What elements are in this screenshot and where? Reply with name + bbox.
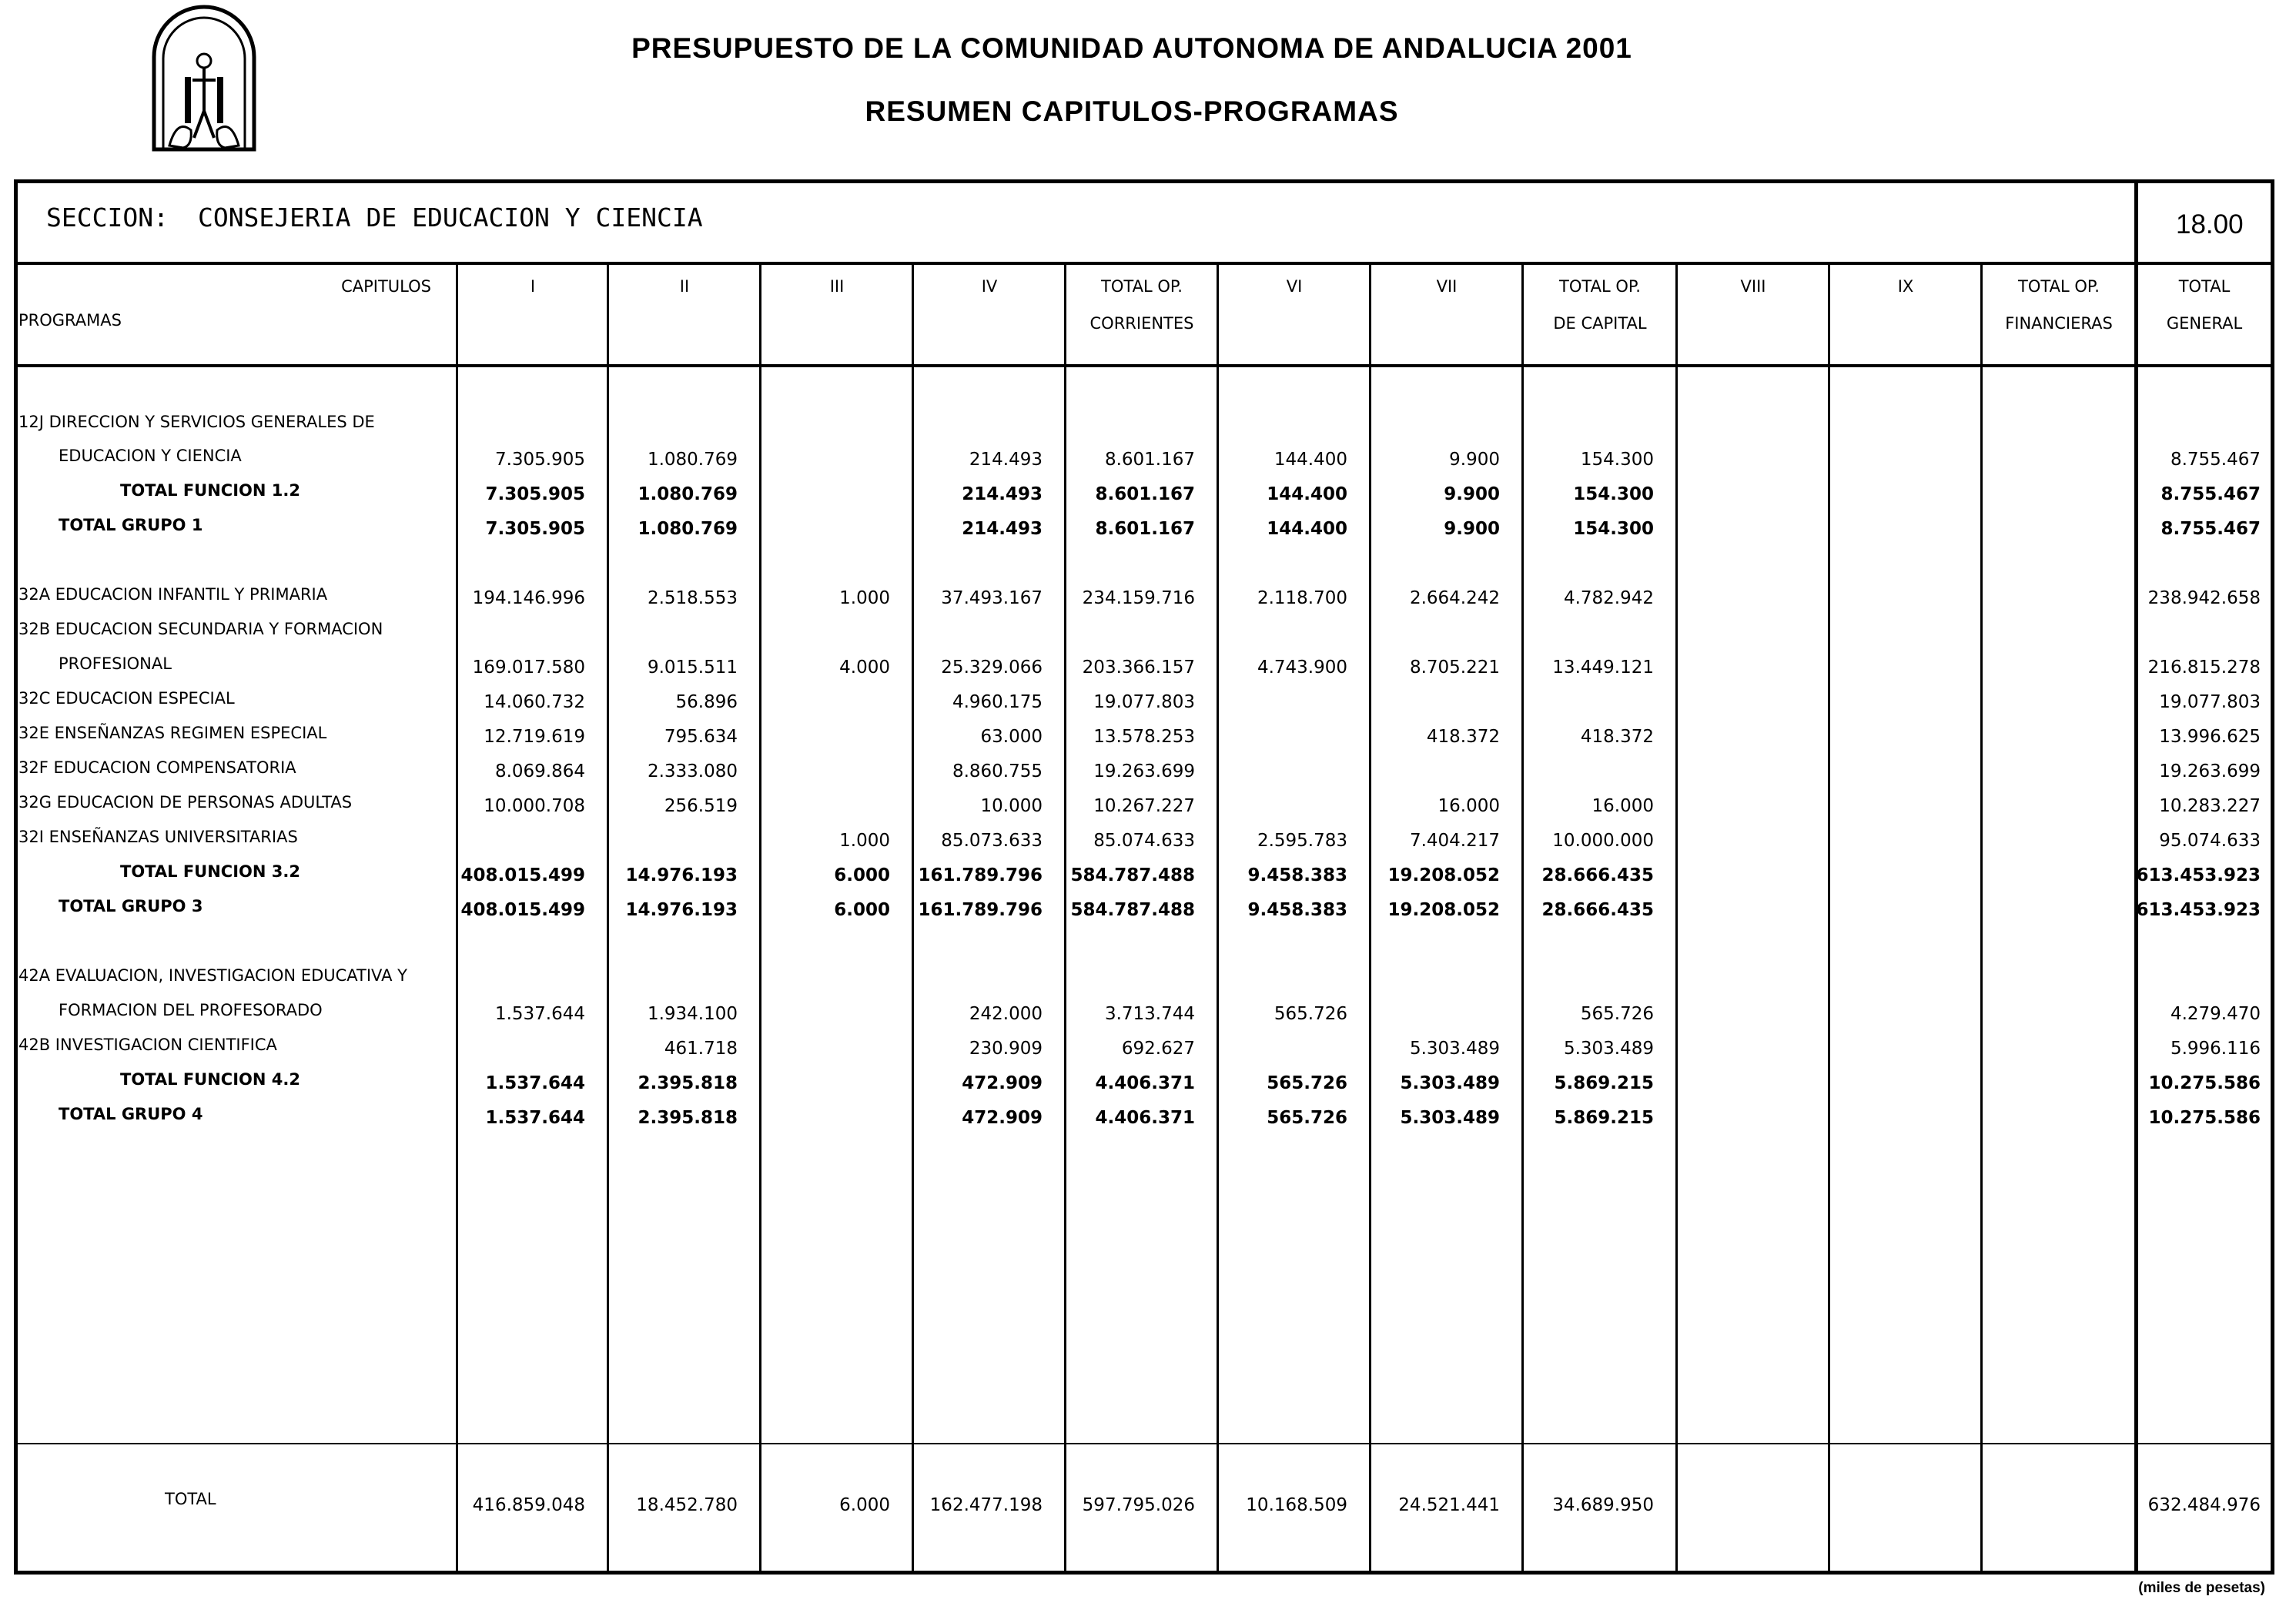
- row-label: TOTAL FUNCION 1.2: [120, 481, 300, 500]
- row-label: PROFESIONAL: [59, 654, 172, 673]
- cell-value: 13.449.121: [1552, 658, 1654, 678]
- cell-value: 692.627: [1121, 1039, 1195, 1059]
- cell-value: 8.601.167: [1095, 519, 1195, 539]
- total-cell-value: 416.859.048: [472, 1495, 585, 1515]
- cell-value: 461.718: [664, 1039, 738, 1059]
- col-total-op-capital-2: DE CAPITAL: [1553, 314, 1647, 333]
- cell-value: 9.458.383: [1247, 865, 1347, 885]
- total-row-label: TOTAL: [165, 1490, 216, 1508]
- row-label: TOTAL FUNCION 3.2: [120, 862, 300, 881]
- cell-value: 85.073.633: [941, 831, 1043, 851]
- cell-value: 6.000: [834, 865, 890, 885]
- col-total-general-1: TOTAL: [2178, 277, 2231, 296]
- cell-value: 234.159.716: [1082, 588, 1195, 608]
- cell-value: 28.666.435: [1541, 900, 1654, 920]
- cell-value: 5.303.489: [1563, 1039, 1654, 1059]
- cell-value: 5.869.215: [1554, 1108, 1654, 1128]
- capitulos-header: CAPITULOS: [341, 277, 431, 296]
- cell-value: 194.146.996: [472, 588, 585, 608]
- row-label: 32E ENSEÑANZAS REGIMEN ESPECIAL: [18, 724, 327, 742]
- cell-value: 1.934.100: [647, 1004, 738, 1024]
- col-I: I: [530, 277, 536, 296]
- cell-value: 9.900: [1444, 519, 1500, 539]
- row-label: TOTAL GRUPO 3: [59, 897, 203, 915]
- cell-value: 8.755.467: [2170, 450, 2261, 470]
- cell-value: 7.305.905: [485, 519, 585, 539]
- cell-value: 13.578.253: [1093, 727, 1195, 747]
- cell-value: 13.996.625: [2159, 727, 2261, 747]
- cell-value: 242.000: [969, 1004, 1043, 1024]
- cell-value: 56.896: [675, 692, 738, 712]
- total-cell-value: 24.521.441: [1398, 1495, 1500, 1515]
- cell-value: 161.789.796: [918, 865, 1043, 885]
- cell-value: 19.263.699: [2159, 761, 2261, 781]
- cell-value: 16.000: [1591, 796, 1654, 816]
- cell-value: 14.976.193: [625, 865, 738, 885]
- cell-value: 8.705.221: [1409, 658, 1500, 678]
- cell-value: 4.743.900: [1257, 658, 1347, 678]
- cell-value: 2.395.818: [638, 1073, 738, 1093]
- cell-value: 10.275.586: [2148, 1073, 2261, 1093]
- col-IV: IV: [981, 277, 998, 296]
- cell-value: 16.000: [1438, 796, 1500, 816]
- cell-value: 565.726: [1267, 1108, 1347, 1128]
- cell-value: 472.909: [962, 1108, 1043, 1128]
- cell-value: 19.208.052: [1387, 865, 1500, 885]
- cell-value: 7.305.905: [485, 484, 585, 504]
- cell-value: 1.537.644: [494, 1004, 585, 1024]
- cell-value: 28.666.435: [1541, 865, 1654, 885]
- cell-value: 19.077.803: [1093, 692, 1195, 712]
- cell-value: 12.719.619: [484, 727, 585, 747]
- cell-value: 161.789.796: [918, 900, 1043, 920]
- cell-value: 8.860.755: [952, 761, 1043, 781]
- section-code: 18.00: [2176, 209, 2244, 239]
- cell-value: 9.900: [1444, 484, 1500, 504]
- cell-value: 1.000: [839, 588, 890, 608]
- col-total-op-corrientes-2: CORRIENTES: [1089, 314, 1194, 333]
- cell-value: 1.537.644: [485, 1108, 585, 1128]
- cell-value: 5.303.489: [1400, 1108, 1500, 1128]
- row-label: TOTAL GRUPO 1: [59, 516, 203, 534]
- column-rule: [1980, 262, 1983, 1575]
- cell-value: 408.015.499: [460, 865, 585, 885]
- cell-value: 613.453.923: [2136, 865, 2261, 885]
- cell-value: 154.300: [1573, 484, 1654, 504]
- row-label: 32A EDUCACION INFANTIL Y PRIMARIA: [18, 585, 328, 604]
- cell-value: 19.208.052: [1387, 900, 1500, 920]
- cell-value: 565.726: [1267, 1073, 1347, 1093]
- col-III: III: [829, 277, 845, 296]
- programas-header: PROGRAMAS: [18, 311, 122, 330]
- cell-value: 4.960.175: [952, 692, 1043, 712]
- col-total-op-corrientes-1: TOTAL OP.: [1101, 277, 1183, 296]
- cell-value: 9.015.511: [647, 658, 738, 678]
- col-total-op-financieras-1: TOTAL OP.: [2018, 277, 2100, 296]
- cell-value: 63.000: [980, 727, 1043, 747]
- cell-value: 8.601.167: [1104, 450, 1195, 470]
- cell-value: 7.305.905: [494, 450, 585, 470]
- total-cell-value: 162.477.198: [929, 1495, 1043, 1515]
- cell-value: 7.404.217: [1409, 831, 1500, 851]
- col-VIII: VIII: [1740, 277, 1766, 296]
- cell-value: 613.453.923: [2136, 900, 2261, 920]
- cell-value: 10.000.000: [1552, 831, 1654, 851]
- col-IX: IX: [1897, 277, 1914, 296]
- cell-value: 8.601.167: [1095, 484, 1195, 504]
- cell-value: 19.077.803: [2159, 692, 2261, 712]
- section-name: CONSEJERIA DE EDUCACION Y CIENCIA: [197, 202, 703, 233]
- total-divider: [14, 1443, 2274, 1444]
- cell-value: 1.080.769: [638, 519, 738, 539]
- cell-value: 795.634: [664, 727, 738, 747]
- row-label: FORMACION DEL PROFESORADO: [59, 1001, 323, 1019]
- col-VII: VII: [1436, 277, 1458, 296]
- row-label: 12J DIRECCION Y SERVICIOS GENERALES DE: [18, 413, 375, 431]
- cell-value: 10.267.227: [1093, 796, 1195, 816]
- section-label: SECCION:: [46, 202, 169, 233]
- cell-value: 2.333.080: [647, 761, 738, 781]
- cell-value: 14.060.732: [484, 692, 585, 712]
- cell-value: 1.537.644: [485, 1073, 585, 1093]
- cell-value: 5.996.116: [2170, 1039, 2261, 1059]
- row-label: TOTAL FUNCION 4.2: [120, 1070, 300, 1089]
- row-label: TOTAL GRUPO 4: [59, 1105, 203, 1123]
- cell-value: 584.787.488: [1070, 865, 1195, 885]
- cell-value: 144.400: [1267, 484, 1347, 504]
- cell-value: 203.366.157: [1082, 658, 1195, 678]
- cell-value: 19.263.699: [1093, 761, 1195, 781]
- cell-value: 418.372: [1426, 727, 1500, 747]
- cell-value: 8.069.864: [494, 761, 585, 781]
- row-label: 32C EDUCACION ESPECIAL: [18, 689, 235, 708]
- row-label: 32I ENSEÑANZAS UNIVERSITARIAS: [18, 828, 298, 846]
- cell-value: 2.395.818: [638, 1108, 738, 1128]
- total-cell-value: 632.484.976: [2147, 1495, 2261, 1515]
- cell-value: 5.869.215: [1554, 1073, 1654, 1093]
- cell-value: 169.017.580: [472, 658, 585, 678]
- cell-value: 1.000: [839, 831, 890, 851]
- col-II: II: [679, 277, 690, 296]
- cell-value: 144.400: [1267, 519, 1347, 539]
- units-footnote: (miles de pesetas): [2138, 1580, 2265, 1596]
- row-label: 32G EDUCACION DE PERSONAS ADULTAS: [18, 793, 353, 812]
- cell-value: 214.493: [969, 450, 1043, 470]
- cell-value: 9.900: [1449, 450, 1500, 470]
- cell-value: 5.303.489: [1400, 1073, 1500, 1093]
- total-cell-value: 34.689.950: [1552, 1495, 1654, 1515]
- cell-value: 408.015.499: [460, 900, 585, 920]
- cell-value: 565.726: [1274, 1004, 1347, 1024]
- cell-value: 214.493: [962, 484, 1043, 504]
- total-cell-value: 597.795.026: [1082, 1495, 1195, 1515]
- cell-value: 10.000.708: [484, 796, 585, 816]
- cell-value: 418.372: [1580, 727, 1654, 747]
- cell-value: 154.300: [1573, 519, 1654, 539]
- cell-value: 10.283.227: [2159, 796, 2261, 816]
- row-label: 42B INVESTIGACION CIENTIFICA: [18, 1036, 277, 1054]
- header-divider: [14, 364, 2274, 367]
- column-rule: [1675, 262, 1678, 1575]
- total-cell-value: 18.452.780: [636, 1495, 738, 1515]
- total-cell-value: 6.000: [839, 1495, 890, 1515]
- cell-value: 8.755.467: [2160, 519, 2261, 539]
- row-label: 32F EDUCACION COMPENSATORIA: [18, 758, 296, 777]
- section-divider: [14, 262, 2274, 265]
- cell-value: 4.000: [839, 658, 890, 678]
- cell-value: 85.074.633: [1093, 831, 1195, 851]
- col-VI: VI: [1286, 277, 1303, 296]
- cell-value: 8.755.467: [2160, 484, 2261, 504]
- cell-value: 9.458.383: [1247, 900, 1347, 920]
- document-subtitle: RESUMEN CAPITULOS-PROGRAMAS: [865, 95, 1399, 127]
- column-rule: [1828, 262, 1830, 1575]
- cell-value: 154.300: [1580, 450, 1654, 470]
- cell-value: 144.400: [1274, 450, 1347, 470]
- cell-value: 230.909: [969, 1039, 1043, 1059]
- cell-value: 2.518.553: [647, 588, 738, 608]
- cell-value: 4.782.942: [1563, 588, 1654, 608]
- cell-value: 3.713.744: [1104, 1004, 1195, 1024]
- cell-value: 4.279.470: [2170, 1004, 2261, 1024]
- cell-value: 2.664.242: [1409, 588, 1500, 608]
- cell-value: 216.815.278: [2147, 658, 2261, 678]
- cell-value: 10.275.586: [2148, 1108, 2261, 1128]
- cell-value: 4.406.371: [1095, 1073, 1195, 1093]
- row-label: 42A EVALUACION, INVESTIGACION EDUCATIVA Y: [18, 966, 407, 985]
- cell-value: 95.074.633: [2159, 831, 2261, 851]
- cell-value: 238.942.658: [2147, 588, 2261, 608]
- cell-value: 25.329.066: [941, 658, 1043, 678]
- cell-value: 5.303.489: [1409, 1039, 1500, 1059]
- cell-value: 2.595.783: [1257, 831, 1347, 851]
- andalucia-seal-logo: [146, 3, 262, 157]
- cell-value: 584.787.488: [1070, 900, 1195, 920]
- cell-value: 472.909: [962, 1073, 1043, 1093]
- cell-value: 565.726: [1580, 1004, 1654, 1024]
- cell-value: 37.493.167: [941, 588, 1043, 608]
- cell-value: 1.080.769: [647, 450, 738, 470]
- total-cell-value: 10.168.509: [1246, 1495, 1347, 1515]
- cell-value: 4.406.371: [1095, 1108, 1195, 1128]
- cell-value: 6.000: [834, 900, 890, 920]
- cell-value: 14.976.193: [625, 900, 738, 920]
- cell-value: 256.519: [664, 796, 738, 816]
- cell-value: 10.000: [980, 796, 1043, 816]
- col-total-op-financieras-2: FINANCIERAS: [2005, 314, 2113, 333]
- cell-value: 1.080.769: [638, 484, 738, 504]
- cell-value: 2.118.700: [1257, 588, 1347, 608]
- section-heading: [46, 202, 732, 233]
- document-title: PRESUPUESTO DE LA COMUNIDAD AUTONOMA DE ANDALUCIA 2001: [631, 32, 1632, 64]
- col-total-op-capital-1: TOTAL OP.: [1559, 277, 1641, 296]
- cell-value: 214.493: [962, 519, 1043, 539]
- col-total-general-2: GENERAL: [2166, 314, 2243, 333]
- row-label: EDUCACION Y CIENCIA: [59, 447, 242, 465]
- row-label: 32B EDUCACION SECUNDARIA Y FORMACION: [18, 620, 383, 638]
